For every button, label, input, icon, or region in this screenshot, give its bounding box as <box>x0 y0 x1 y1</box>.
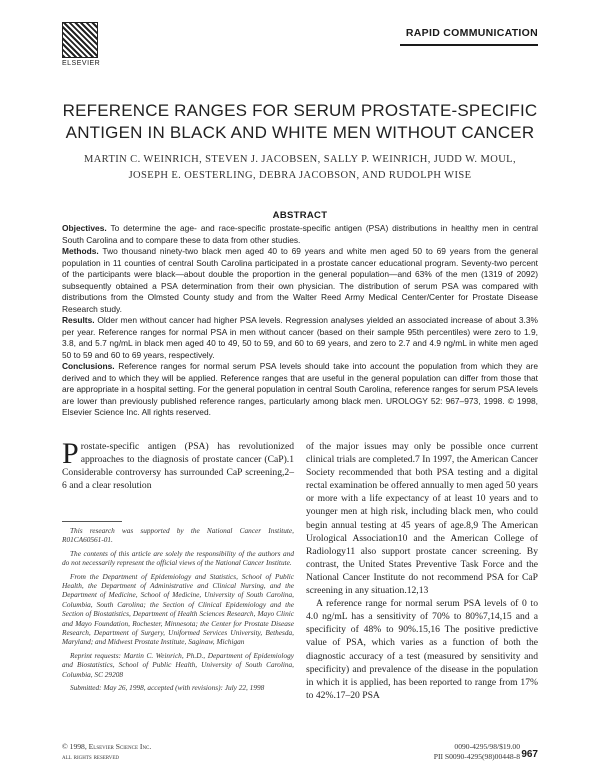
footnote-rule <box>62 521 122 522</box>
footnote-reprints: Reprint requests: Martin C. Weinrich, Ph.D., Department of Epidemiology and Biostatistics, School of Public Health, University of South Carolina, Columbia, SC 29208 <box>62 650 294 679</box>
results-text: Older men without cancer had higher PSA levels. Regression analyses yielded an associated increase of about 3.3% per year. Reference ranges for normal PSA in men without cancer (based on their sample 95th percentiles) were zero to 1.9, 3.8, and 5.7 ng/mL in black men aged 40 to 49, 50 to 59, and 60 to 69 years, and zero to 2.7 and 4.9 ng/mL in white men aged 50 to 59 and 60 to 69 years, respectively. <box>62 315 538 360</box>
elsevier-tree-icon <box>62 22 98 58</box>
title-line-1: REFERENCE RANGES FOR SERUM PROSTATE-SPECIFIC <box>62 101 538 120</box>
authors-line-1: MARTIN C. WEINRICH, STEVEN J. JACOBSEN, SALLY P. WEINRICH, JUDD W. MOUL, <box>83 154 517 165</box>
abstract-heading: ABSTRACT <box>272 210 328 221</box>
results-label: Results. <box>62 315 95 325</box>
copyright-line: © 1998, Elsevier Science Inc. <box>62 742 152 751</box>
elsevier-logo <box>62 22 101 70</box>
article-title <box>40 100 560 144</box>
footnote-affiliations: From the Department of Epidemiology and Statistics, School of Public Health, the Department of Administrative and Clinical Nursing, and the Department of Medicine, School of Medicine, University of South Carolina, Columbia, South Carolina; the Section of Clinical Epidemiology and the Section of Biostatistics, Department of Health Sciences Research, Mayo Clinic and Mayo Foundation, Rochester, Minnesota; the Center for Prostate Disease Research, Department of Surgery, Uniformed Services University, Bethesda, Maryland; and Midwest Prostate Institute, Saginaw, Michigan <box>62 571 294 647</box>
right-paragraph-1: of the major issues may only be possible once current clinical trials are completed.7 In 1997, the American Cancer Society recommended that both PSA testing and a digital rectal examination be offered annually to men aged 50 years or more with a life expectancy of at least 10 years and to younger men at high risk, including black men, who could begin annual testing at 45 years of age.8,9 The American Urological Association10 and the American College of Radiology11 also support prostate cancer screening. By contrast, the United States Preventive Task Force and the National Cancer Institute do not recommend PSA for CaP screening in any situation.12,13 <box>306 441 538 597</box>
methods-label: Methods. <box>62 246 99 256</box>
intro-paragraph <box>62 437 294 492</box>
right-column <box>306 440 538 702</box>
right-paragraph-2: A reference range for normal serum PSA levels of 0 to 4.0 ng/mL has a sensitivity of 70% to 80%7,14,15 and a specificity of 48% to 90%.15,16 The positive predictive value of PSA, which varies as a function of both the diagnostic accuracy of a test (measured by sensitivity and specificity) and prevalence of the disease in the population in which it is applied, has been reported to range from 17% to 42%.17–20 PSA <box>306 598 538 701</box>
title-line-2: ANTIGEN IN BLACK AND WHITE MEN WITHOUT CANCER <box>65 123 535 142</box>
logo-wordmark: ELSEVIER <box>62 60 101 67</box>
abstract-objectives <box>62 223 538 246</box>
footer-copyright <box>62 742 151 761</box>
abstract-results <box>62 315 538 361</box>
objectives-text: To determine the age- and race-specific prostate-specific antigen (PSA) distributions in healthy men in central South Carolina and to compare these to data from other studies. <box>62 223 538 245</box>
abstract-methods <box>62 246 538 315</box>
header-rule <box>400 44 538 46</box>
section-label: RAPID COMMUNICATION <box>405 27 538 39</box>
methods-text: Two thousand ninety-two black men aged 40 to 69 years and white men aged 50 to 69 years from the general population in 11 counties of central South Carolina participated in a prostate cancer educational program. Seventy-two percent of the participants were black—about double the proportion in the general population—and 63% of the men (1319 of 2092) subsequently obtained a PSA determination from their own physician. The distribution of serum PSA was compared with distributions from the Olmsted County study and from the Walter Reed Army Medical Center/Center for Prostate Disease Research study. <box>62 246 538 314</box>
footnotes <box>62 526 294 697</box>
abstract-citation: UROLOGY 52: 967–973, 1998. © 1998, Elsevier Science Inc. All rights reserved. <box>62 395 538 417</box>
footnote-disclaimer: The contents of this article are solely the responsibility of the authors and do not necessarily represent the official views of the National Cancer Institute. <box>62 548 294 568</box>
abstract-body <box>62 223 538 419</box>
authors-line-2: JOSEPH E. OESTERLING, DEBRA JACOBSON, AND RUDOLPH WISE <box>128 170 472 181</box>
footnote-submitted: Submitted: May 26, 1998, accepted (with revisions): July 22, 1998 <box>70 683 265 693</box>
abstract-conclusions <box>62 361 538 419</box>
objectives-label: Objectives. <box>62 223 107 233</box>
intro-text: rostate-specific antigen (PSA) has revolutionized approaches to the diagnosis of prostate cancer (CaP).1 Considerable controversy has surrounded CaP screening,2–6 and a clear resolution <box>62 441 294 492</box>
rights-line: all rights reserved <box>62 751 120 761</box>
page-number: 967 <box>521 749 538 760</box>
conclusions-text: Reference ranges for normal serum PSA levels should take into account the population from which they are derived and to which they will be applied. Reference ranges that are useful in the general population can differ from those that are appropriate in a hospital setting. For the general population in central South Carolina, reference ranges for serum PSA levels are lower than previously published reference ranges, particularly among black men. <box>62 361 538 406</box>
conclusions-label: Conclusions. <box>62 361 115 371</box>
author-list <box>50 152 550 184</box>
left-column <box>62 437 294 492</box>
drop-cap: P <box>62 437 79 470</box>
footnote-funding: This research was supported by the National Cancer Institute, R01CA60561-01. <box>62 526 294 545</box>
pii-line: PII S0090-4295(98)00448-8 <box>433 751 520 761</box>
footer-identifiers <box>434 742 520 761</box>
issn-line: 0090-4295/98/$19.00 <box>454 742 520 751</box>
